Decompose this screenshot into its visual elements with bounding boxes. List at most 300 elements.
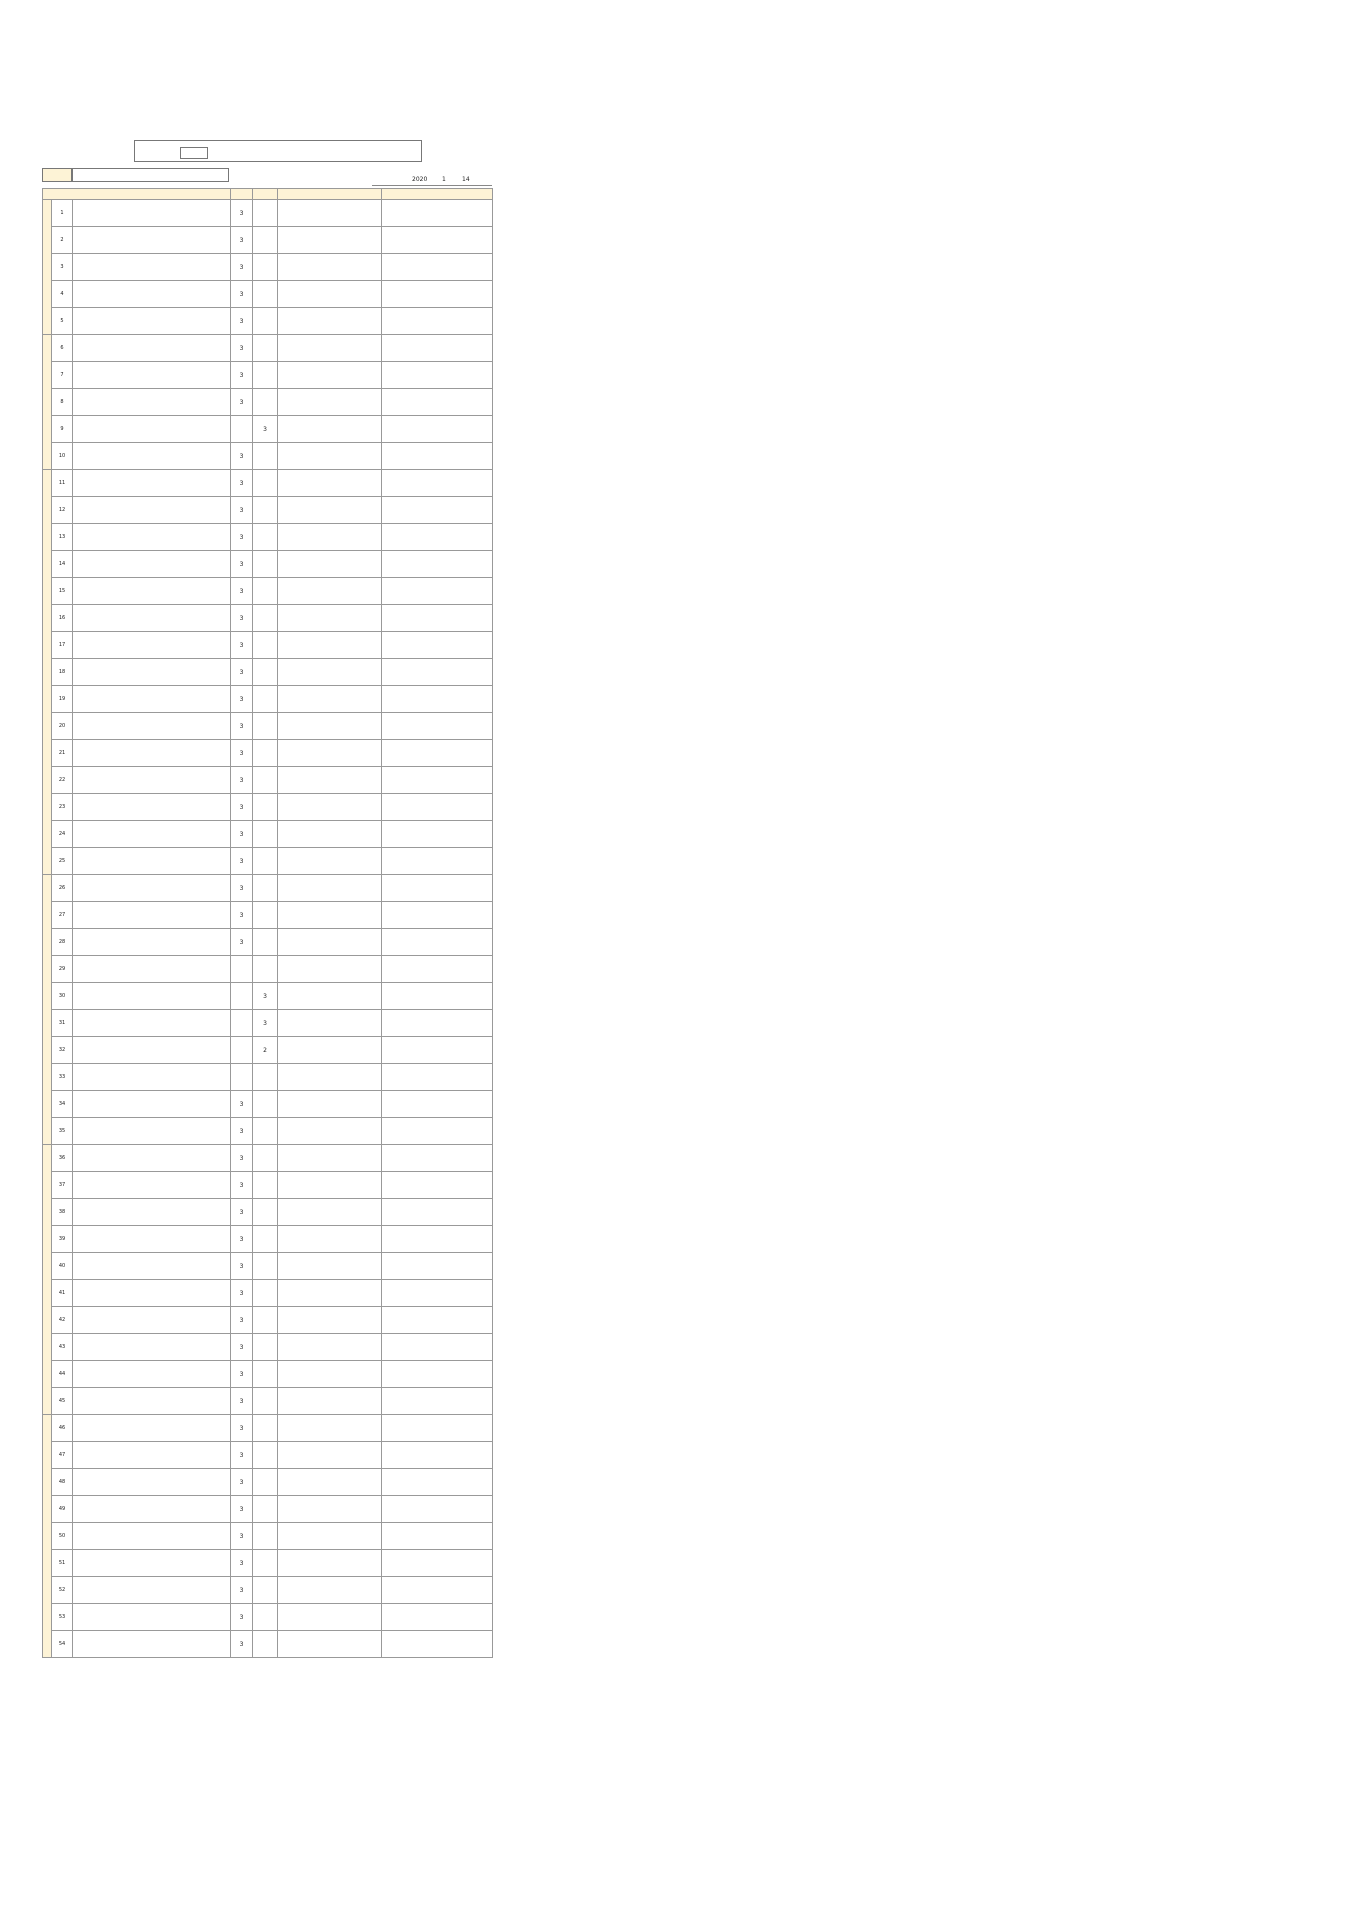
item-text [73, 1523, 231, 1550]
no-count [253, 605, 278, 632]
effort-cell [278, 632, 382, 659]
item-text [73, 1145, 231, 1172]
no-count [253, 1523, 278, 1550]
improve-cell [382, 1442, 493, 1469]
item-text [73, 605, 231, 632]
effort-cell [278, 1415, 382, 1442]
item-number: 31 [52, 1010, 73, 1037]
no-count [253, 1118, 278, 1145]
yes-count: 3 [231, 1388, 253, 1415]
effort-cell [278, 227, 382, 254]
no-count [253, 767, 278, 794]
improve-cell [382, 1145, 493, 1172]
yes-count: 3 [231, 1172, 253, 1199]
no-count [253, 524, 278, 551]
improve-cell [382, 1010, 493, 1037]
no-count [253, 1550, 278, 1577]
no-count: 2 [253, 1037, 278, 1064]
title-tag [180, 147, 208, 159]
item-number: 15 [52, 578, 73, 605]
effort-cell [278, 335, 382, 362]
item-number: 13 [52, 524, 73, 551]
table-row [43, 227, 493, 254]
col-no [253, 189, 278, 200]
no-count [253, 740, 278, 767]
improve-cell [382, 416, 493, 443]
improve-cell [382, 956, 493, 983]
improve-cell [382, 875, 493, 902]
improve-cell [382, 281, 493, 308]
improve-cell [382, 1307, 493, 1334]
no-count [253, 470, 278, 497]
yes-count: 3 [231, 740, 253, 767]
yes-count: 3 [231, 686, 253, 713]
item-text [73, 767, 231, 794]
no-count [253, 1469, 278, 1496]
yes-count: 3 [231, 1307, 253, 1334]
item-number: 17 [52, 632, 73, 659]
item-number: 43 [52, 1334, 73, 1361]
no-count [253, 227, 278, 254]
effort-cell [278, 902, 382, 929]
item-text [73, 1388, 231, 1415]
col-effort [278, 189, 382, 200]
item-number: 12 [52, 497, 73, 524]
item-number: 22 [52, 767, 73, 794]
no-count [253, 551, 278, 578]
effort-cell [278, 1523, 382, 1550]
no-count [253, 1577, 278, 1604]
yes-count: 3 [231, 1280, 253, 1307]
effort-cell [278, 1199, 382, 1226]
item-number: 46 [52, 1415, 73, 1442]
yes-count: 3 [231, 659, 253, 686]
effort-cell [278, 443, 382, 470]
item-number: 38 [52, 1199, 73, 1226]
item-number: 3 [52, 254, 73, 281]
yes-count: 3 [231, 497, 253, 524]
improve-cell [382, 1334, 493, 1361]
item-text [73, 227, 231, 254]
table-row [43, 1469, 493, 1496]
table-row [43, 497, 493, 524]
no-count [253, 1172, 278, 1199]
category-label [43, 1415, 52, 1658]
item-text [73, 416, 231, 443]
yes-count: 3 [231, 821, 253, 848]
effort-cell [278, 605, 382, 632]
table-row [43, 524, 493, 551]
no-count [253, 254, 278, 281]
yes-count: 3 [231, 362, 253, 389]
no-count [253, 1199, 278, 1226]
item-text [73, 794, 231, 821]
no-count [253, 281, 278, 308]
effort-cell [278, 362, 382, 389]
item-text [73, 1631, 231, 1658]
item-number: 10 [52, 443, 73, 470]
item-number: 52 [52, 1577, 73, 1604]
item-text [73, 389, 231, 416]
yes-count [231, 416, 253, 443]
improve-cell [382, 740, 493, 767]
yes-count: 3 [231, 308, 253, 335]
improve-cell [382, 1280, 493, 1307]
item-number: 2 [52, 227, 73, 254]
improve-cell [382, 308, 493, 335]
no-count [253, 1064, 278, 1091]
item-text [73, 956, 231, 983]
item-number: 35 [52, 1118, 73, 1145]
item-number: 14 [52, 551, 73, 578]
item-number: 26 [52, 875, 73, 902]
item-number: 49 [52, 1496, 73, 1523]
item-number: 21 [52, 740, 73, 767]
item-text [73, 902, 231, 929]
item-text [73, 578, 231, 605]
no-count [253, 1226, 278, 1253]
improve-cell [382, 794, 493, 821]
item-text [73, 281, 231, 308]
improve-cell [382, 362, 493, 389]
item-number: 41 [52, 1280, 73, 1307]
table-row [43, 605, 493, 632]
no-count [253, 1091, 278, 1118]
table-row [43, 1388, 493, 1415]
item-number: 11 [52, 470, 73, 497]
improve-cell [382, 1631, 493, 1658]
yes-count: 3 [231, 632, 253, 659]
item-text [73, 1280, 231, 1307]
no-count [253, 443, 278, 470]
yes-count [231, 1064, 253, 1091]
no-count [253, 1280, 278, 1307]
improve-cell [382, 1172, 493, 1199]
improve-cell [382, 254, 493, 281]
effort-cell [278, 1388, 382, 1415]
item-text [73, 1361, 231, 1388]
no-count [253, 1604, 278, 1631]
col-check-item [43, 189, 231, 200]
yes-count: 3 [231, 1118, 253, 1145]
yes-count: 3 [231, 524, 253, 551]
effort-cell [278, 1442, 382, 1469]
item-text [73, 929, 231, 956]
improve-cell [382, 1388, 493, 1415]
table-row [43, 1442, 493, 1469]
effort-cell [278, 1577, 382, 1604]
item-number: 40 [52, 1253, 73, 1280]
item-number: 9 [52, 416, 73, 443]
item-text [73, 1577, 231, 1604]
no-count [253, 1253, 278, 1280]
item-text [73, 497, 231, 524]
table-row [43, 659, 493, 686]
table-row [43, 578, 493, 605]
no-count [253, 848, 278, 875]
table-row [43, 362, 493, 389]
effort-cell [278, 740, 382, 767]
no-count [253, 578, 278, 605]
no-count [253, 1388, 278, 1415]
improve-cell [382, 470, 493, 497]
effort-cell [278, 497, 382, 524]
item-text [73, 713, 231, 740]
yes-count: 3 [231, 1577, 253, 1604]
item-number: 45 [52, 1388, 73, 1415]
effort-cell [278, 821, 382, 848]
item-text [73, 524, 231, 551]
item-text [73, 848, 231, 875]
item-text [73, 1550, 231, 1577]
item-text [73, 1253, 231, 1280]
improve-cell [382, 1037, 493, 1064]
yes-count: 3 [231, 929, 253, 956]
item-text [73, 470, 231, 497]
table-row [43, 1334, 493, 1361]
no-count [253, 686, 278, 713]
item-text [73, 875, 231, 902]
improve-cell [382, 1550, 493, 1577]
effort-cell [278, 1280, 382, 1307]
improve-cell [382, 1469, 493, 1496]
item-number: 7 [52, 362, 73, 389]
category-label [43, 1145, 52, 1415]
item-text [73, 1037, 231, 1064]
improve-cell [382, 659, 493, 686]
no-count [253, 1442, 278, 1469]
improve-cell [382, 578, 493, 605]
item-text [73, 1307, 231, 1334]
table-row [43, 929, 493, 956]
no-count: 3 [253, 983, 278, 1010]
improve-cell [382, 713, 493, 740]
table-row [43, 1253, 493, 1280]
effort-cell [278, 416, 382, 443]
effort-cell [278, 1145, 382, 1172]
yes-count: 3 [231, 1199, 253, 1226]
item-text [73, 821, 231, 848]
effort-cell [278, 1307, 382, 1334]
effort-cell [278, 1334, 382, 1361]
effort-cell [278, 956, 382, 983]
improve-cell [382, 983, 493, 1010]
effort-cell [278, 551, 382, 578]
table-row [43, 1604, 493, 1631]
item-text [73, 1064, 231, 1091]
table-row [43, 1361, 493, 1388]
effort-cell [278, 1091, 382, 1118]
date-year: 2020 [412, 176, 428, 183]
item-number: 33 [52, 1064, 73, 1091]
item-number: 50 [52, 1523, 73, 1550]
table-row [43, 1496, 493, 1523]
table-row [43, 281, 493, 308]
yes-count: 3 [231, 1253, 253, 1280]
table-row [43, 1118, 493, 1145]
table-row [43, 1037, 493, 1064]
table-row [43, 1091, 493, 1118]
item-number: 48 [52, 1469, 73, 1496]
item-number: 47 [52, 1442, 73, 1469]
effort-cell [278, 686, 382, 713]
improve-cell [382, 524, 493, 551]
improve-cell [382, 227, 493, 254]
effort-cell [278, 983, 382, 1010]
item-text [73, 1172, 231, 1199]
effort-cell [278, 1361, 382, 1388]
item-number: 27 [52, 902, 73, 929]
table-row [43, 335, 493, 362]
effort-cell [278, 470, 382, 497]
item-number: 18 [52, 659, 73, 686]
improve-cell [382, 1496, 493, 1523]
no-count [253, 956, 278, 983]
item-number: 24 [52, 821, 73, 848]
effort-cell [278, 308, 382, 335]
yes-count: 3 [231, 713, 253, 740]
item-text [73, 659, 231, 686]
date-day: 14 [462, 176, 470, 183]
no-count [253, 1361, 278, 1388]
effort-cell [278, 1118, 382, 1145]
item-text [73, 1118, 231, 1145]
item-text [73, 362, 231, 389]
item-text [73, 983, 231, 1010]
table-row [43, 389, 493, 416]
effort-cell [278, 767, 382, 794]
no-count [253, 659, 278, 686]
yes-count: 3 [231, 1631, 253, 1658]
effort-cell [278, 929, 382, 956]
no-count [253, 821, 278, 848]
item-number: 42 [52, 1307, 73, 1334]
no-count [253, 1496, 278, 1523]
yes-count: 3 [231, 227, 253, 254]
item-number: 28 [52, 929, 73, 956]
table-row [43, 1280, 493, 1307]
yes-count: 3 [231, 1415, 253, 1442]
item-text [73, 1010, 231, 1037]
improve-cell [382, 1064, 493, 1091]
yes-count: 3 [231, 389, 253, 416]
effort-cell [278, 713, 382, 740]
table-row [43, 551, 493, 578]
no-count [253, 389, 278, 416]
effort-cell [278, 1469, 382, 1496]
item-number: 30 [52, 983, 73, 1010]
item-text [73, 740, 231, 767]
yes-count: 3 [231, 1145, 253, 1172]
table-row [43, 713, 493, 740]
table-row [43, 200, 493, 227]
effort-cell [278, 1064, 382, 1091]
table-row [43, 470, 493, 497]
yes-count: 3 [231, 794, 253, 821]
item-text [73, 335, 231, 362]
table-row [43, 443, 493, 470]
improve-cell [382, 1253, 493, 1280]
item-number: 4 [52, 281, 73, 308]
improve-cell [382, 443, 493, 470]
yes-count [231, 983, 253, 1010]
improve-cell [382, 497, 493, 524]
yes-count [231, 1010, 253, 1037]
yes-count: 3 [231, 875, 253, 902]
yes-count: 3 [231, 578, 253, 605]
office-name [72, 168, 229, 182]
effort-cell [278, 794, 382, 821]
table-row [43, 1523, 493, 1550]
improve-cell [382, 1577, 493, 1604]
item-text [73, 1334, 231, 1361]
improve-cell [382, 902, 493, 929]
no-count [253, 335, 278, 362]
effort-cell [278, 1037, 382, 1064]
effort-cell [278, 1631, 382, 1658]
no-count [253, 1334, 278, 1361]
table-row [43, 821, 493, 848]
improve-cell [382, 200, 493, 227]
item-number: 36 [52, 1145, 73, 1172]
category-label [43, 335, 52, 470]
improve-cell [382, 1199, 493, 1226]
item-number: 54 [52, 1631, 73, 1658]
no-count: 3 [253, 416, 278, 443]
effort-cell [278, 578, 382, 605]
item-text [73, 200, 231, 227]
item-number: 39 [52, 1226, 73, 1253]
effort-cell [278, 1604, 382, 1631]
effort-cell [278, 281, 382, 308]
table-row [43, 308, 493, 335]
yes-count: 3 [231, 1604, 253, 1631]
table-row [43, 740, 493, 767]
item-text [73, 632, 231, 659]
effort-cell [278, 524, 382, 551]
item-number: 20 [52, 713, 73, 740]
no-count [253, 875, 278, 902]
improve-cell [382, 848, 493, 875]
improve-cell [382, 929, 493, 956]
yes-count: 3 [231, 281, 253, 308]
yes-count: 3 [231, 1334, 253, 1361]
yes-count: 3 [231, 254, 253, 281]
table-row [43, 254, 493, 281]
item-text [73, 1496, 231, 1523]
no-count [253, 1307, 278, 1334]
item-text [73, 1091, 231, 1118]
item-text [73, 443, 231, 470]
effort-cell [278, 254, 382, 281]
no-count [253, 1631, 278, 1658]
item-number: 51 [52, 1550, 73, 1577]
yes-count: 3 [231, 848, 253, 875]
no-count [253, 497, 278, 524]
no-count: 3 [253, 1010, 278, 1037]
yes-count: 3 [231, 335, 253, 362]
item-text [73, 1442, 231, 1469]
item-text [73, 1199, 231, 1226]
no-count [253, 1145, 278, 1172]
table-row [43, 875, 493, 902]
improve-cell [382, 1226, 493, 1253]
table-row [43, 1577, 493, 1604]
office-label [42, 168, 72, 182]
table-row [43, 848, 493, 875]
yes-count: 3 [231, 1226, 253, 1253]
improve-cell [382, 632, 493, 659]
